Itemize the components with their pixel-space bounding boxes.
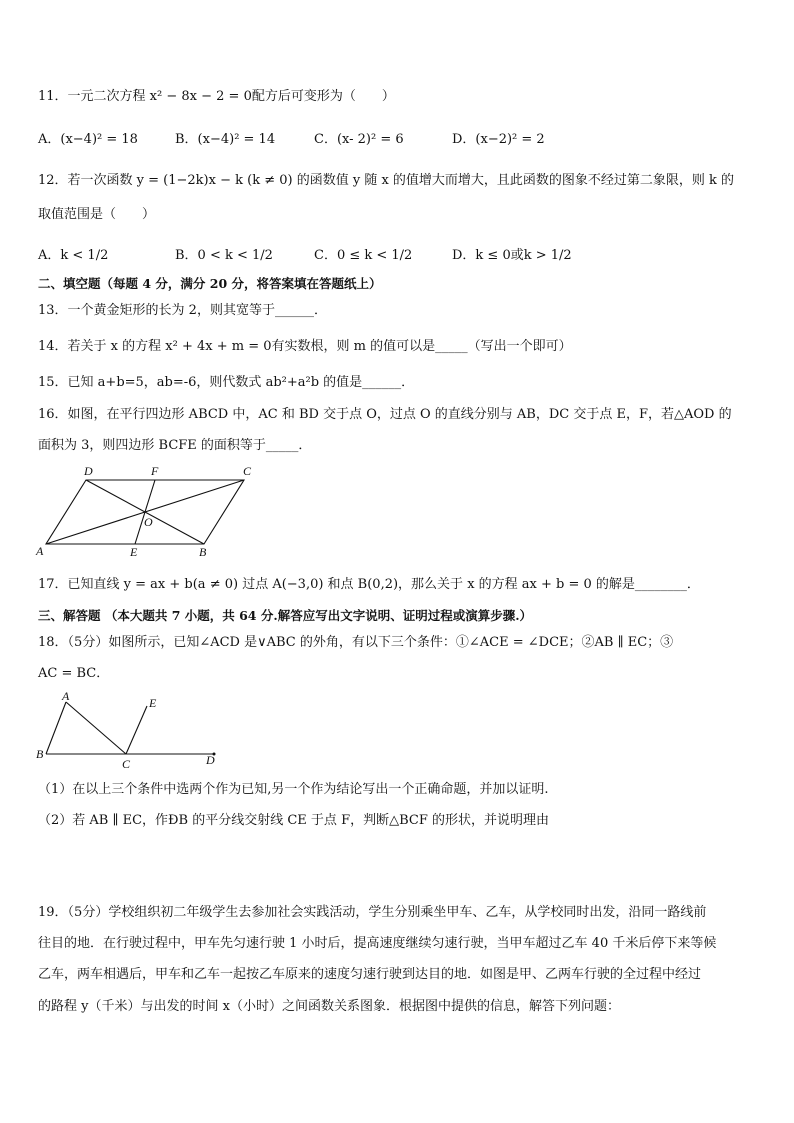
q17-text: 17．已知直线 y = ax + b(a ≠ 0) 过点 A(−3,0) 和点 B(0,2)，那么关于 x 的方程 ax + b = 0 的解是________． bbox=[38, 577, 700, 592]
q12-stem-line1: 12．若一次函数 y = (1−2k)x − k (k ≠ 0) 的函数值 y 随 x 的值增大而增大，且此函数的图象不经过第二象限，则 k 的 bbox=[38, 173, 735, 188]
q16-line2: 面积为 3，则四边形 BCFE 的面积等于_____． bbox=[38, 438, 312, 453]
q12-option-b: B．0 < k < 1/2 bbox=[175, 248, 273, 263]
q11-option-b: B．(x−4)² = 14 bbox=[175, 132, 276, 147]
line-ce bbox=[126, 706, 147, 754]
label-b: B bbox=[199, 545, 207, 559]
q11-option-a: A．(x−4)² = 18 bbox=[38, 132, 138, 147]
label-d: D bbox=[84, 464, 93, 478]
label-b: B bbox=[36, 747, 44, 761]
q12-option-c: C．0 ≤ k < 1/2 bbox=[314, 248, 413, 263]
line-ef bbox=[135, 480, 155, 544]
label-a: A bbox=[62, 692, 70, 703]
q19-line1: 19．（5分）学校组织初二年级学生去参加社会实践活动，学生分别乘坐甲车、乙车，从学校同时出发，沿同一路线前 bbox=[38, 905, 707, 920]
q16-parallelogram-figure bbox=[34, 462, 264, 560]
q18-part1: （1）在以上三个条件中选两个作为已知,另一个作为结论写出一个正确命题，并加以证明. bbox=[38, 782, 549, 797]
q18-line1: 18．（5分）如图所示，已知∠ACD 是∨ABC 的外角，有以下三个条件：①∠ACE = ∠DCE；②AB ∥ EC；③ bbox=[38, 635, 674, 650]
q18-line2: AC = BC． bbox=[38, 666, 110, 681]
label-c: C bbox=[243, 464, 252, 478]
q11-stem: 11．一元二次方程 x² − 8x − 2 = 0配方后可变形为（ ） bbox=[38, 89, 395, 104]
q12-stem-line2: 取值范围是（ ） bbox=[38, 207, 156, 222]
q19-line4: 的路程 y（千米）与出发的时间 x（小时）之间函数关系图象．根据图中提供的信息，解答下列问题： bbox=[38, 999, 620, 1014]
section-fill-in-title: 二、填空题（每题 4 分，满分 20 分，将答案填在答题纸上） bbox=[38, 276, 382, 291]
q11-option-d: D．(x−2)² = 2 bbox=[452, 132, 545, 147]
line-ba bbox=[46, 702, 66, 754]
q13-text: 13．一个黄金矩形的长为 2，则其宽等于______． bbox=[38, 303, 327, 318]
line-ac bbox=[66, 702, 126, 754]
q11-option-c: C．(x- 2)² = 6 bbox=[314, 132, 404, 147]
label-a: A bbox=[36, 544, 44, 558]
label-e: E bbox=[130, 545, 138, 559]
label-f: F bbox=[151, 464, 159, 478]
q19-line3: 乙车，两车相遇后，甲车和乙车一起按乙车原来的速度匀速行驶到达目的地．如图是甲、乙两车行驶的全过程中经过 bbox=[38, 967, 702, 982]
label-o: O bbox=[144, 515, 153, 529]
q15-text: 15．已知 a+b=5，ab=-6，则代数式 ab²+a²b 的值是______． bbox=[38, 375, 415, 390]
label-c: C bbox=[122, 757, 131, 771]
q18-angle-figure bbox=[34, 692, 224, 772]
q18-part2: （2）若 AB ∥ EC，作ÐB 的平分线交射线 CE 于点 F，判断△BCF 的形状，并说明理由 bbox=[38, 813, 549, 828]
q16-line1: 16．如图，在平行四边形 ABCD 中，AC 和 BD 交于点 O，过点 O 的直线分别与 AB，DC 交于点 E，F，若△AOD 的 bbox=[38, 407, 732, 422]
section-solution-title: 三、解答题 （本大题共 7 小题，共 64 分.解答应写出文字说明、证明过程或演算步骤.） bbox=[38, 608, 533, 623]
q12-option-d: D．k ≤ 0或k > 1/2 bbox=[452, 248, 572, 263]
q12-option-a: A．k < 1/2 bbox=[38, 248, 109, 263]
label-d: D bbox=[206, 753, 215, 767]
label-e: E bbox=[149, 696, 157, 710]
q19-line2: 往目的地．在行驶过程中，甲车先匀速行驶 1 小时后，提高速度继续匀速行驶，当甲车超过乙车 40 千米后停下来等候 bbox=[38, 936, 717, 951]
q14-text: 14．若关于 x 的方程 x² + 4x + m = 0有实数根，则 m 的值可以是_____（写出一个即可） bbox=[38, 339, 572, 354]
